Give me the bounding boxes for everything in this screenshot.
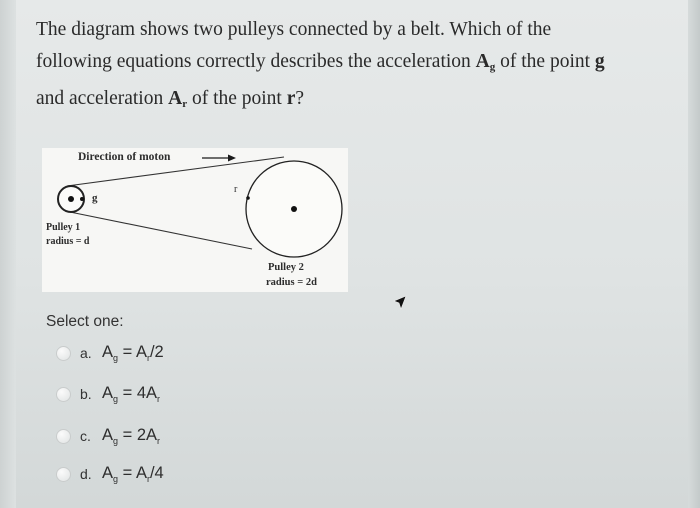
option-equation: $A_g = A_r/2$ <box>102 343 164 363</box>
point-g-label: g <box>92 192 98 204</box>
option-letter: a. <box>80 345 92 361</box>
point-name: g <box>594 51 605 72</box>
option-b[interactable] <box>56 383 160 405</box>
option-a[interactable] <box>56 342 164 364</box>
question-line-2: following equations correctly describes the acceleration $A_g$ of the point g <box>36 51 605 73</box>
point-name: r <box>286 88 296 109</box>
radio-button[interactable] <box>56 467 71 482</box>
option-equation: $A_g = 4A_r$ <box>102 384 161 404</box>
point-g <box>80 197 84 201</box>
var-sub: r <box>182 98 188 110</box>
option-equation: $A_g = 2A_r$ <box>102 426 161 446</box>
question-line-3: and acceleration $A_r$ of the point r? <box>36 88 305 110</box>
question-line-1: The diagram shows two pulleys connected by a belt. Which of the <box>36 19 552 40</box>
radio-button[interactable] <box>56 429 71 444</box>
var-a: A <box>475 51 490 72</box>
point-r-label: r <box>234 184 238 195</box>
option-c[interactable] <box>56 425 160 447</box>
mouse-pointer-icon <box>392 295 408 315</box>
var-a: A <box>168 88 183 109</box>
pulley-1-center <box>68 196 74 202</box>
pulley-1-name: Pulley 1 <box>46 222 81 233</box>
direction-label: Direction of moton <box>78 151 171 163</box>
option-d[interactable] <box>56 463 164 485</box>
pulley-diagram <box>42 148 348 292</box>
select-one-label: Select one: <box>46 313 124 330</box>
option-letter: c. <box>80 428 91 444</box>
right-edge <box>688 0 700 508</box>
option-equation: $A_g = A_r/4$ <box>102 464 164 484</box>
radio-button[interactable] <box>56 387 71 402</box>
option-letter: b. <box>80 386 92 402</box>
pulley-2-name: Pulley 2 <box>268 262 304 273</box>
pulley-2-radius: radius = 2d <box>266 277 317 288</box>
option-letter: d. <box>80 466 92 482</box>
var-sub: g <box>489 61 496 73</box>
pulley-1-radius: radius = d <box>46 236 90 247</box>
left-edge <box>0 0 16 508</box>
point-r <box>246 196 250 200</box>
pulley-2-center <box>291 206 297 212</box>
question-text <box>36 14 676 120</box>
radio-button[interactable] <box>56 346 71 361</box>
